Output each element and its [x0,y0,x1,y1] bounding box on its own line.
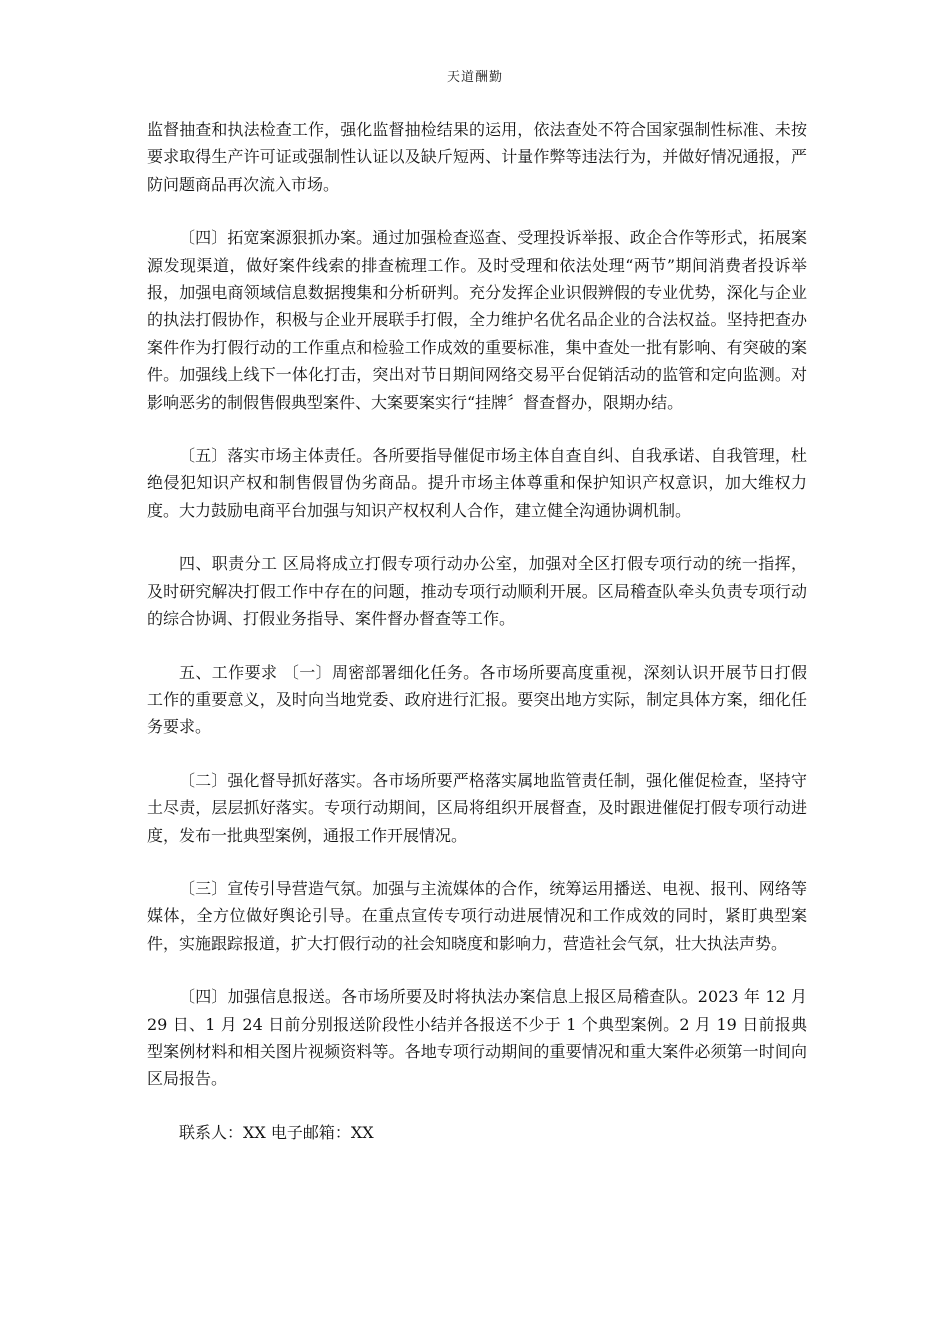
paragraph-duties: 四、职责分工 区局将成立打假专项行动办公室，加强对全区打假专项行动的统一指挥，及时研究解决打假工作中存在的问题，推动专项行动顺利开展。区局稽查队牵头负责专项行动的综合协调、打假业务指导、案件督办督查等工作。 [147,554,807,629]
paragraph-supervision: 监督抽查和执法检查工作，强化监督抽检结果的运用，依法查处不符合国家强制性标准、未按要求取得生产许可证或强制性认证以及缺斤短两、计量作弊等违法行为，并做好情况通报，严防问题商品再次流入市场。 [147,120,807,194]
paragraph-reporting: 〔四〕加强信息报送。各市场所要及时将执法办案信息上报区局稽查队。2023 年 12 月 29 日、1 月 24 日前分别报送阶段性小结并各报送不少于 1 个典型案例。2 月 19 日前报典型案例材料和相关图片视频资料等。各地专项行动期间的重要情况和重大案件必须第一时间向区局报告。 [147,987,807,1089]
paragraph-contact: 联系人：XX 电子邮箱：XX [179,1122,374,1142]
page-header: 天道酬勤 [446,70,503,85]
paragraph-requirements: 五、工作要求 〔一〕周密部署细化任务。各市场所要高度重视，深刻认识开展节日打假工作的重要意义，及时向当地党委、政府进行汇报。要突出地方实际，制定具体方案，细化任务要求。 [147,662,807,737]
paragraph-publicity: 〔三〕宣传引导营造气氛。加强与主流媒体的合作，统筹运用播送、电视、报刊、网络等媒体，全方位做好舆论引导。在重点宣传专项行动进展情况和工作成效的同时，紧盯典型案件，实施跟踪报道，扩大打假行动的社会知晓度和影响力，营造社会气氛，壮大执法声势。 [147,878,807,953]
paragraph-supervision-implementation: 〔二〕强化督导抓好落实。各市场所要严格落实属地监管责任制，强化催促检查，坚持守土尽责，层层抓好落实。专项行动期间，区局将组织开展督查，及时跟进催促打假专项行动进度，发布一批典型案例，通报工作开展情况。 [147,770,807,845]
paragraph-case-sources: 〔四〕拓宽案源狠抓办案。通过加强检查巡查、受理投诉举报、政企合作等形式，拓展案源发现渠道，做好案件线索的排查梳理工作。及时受理和依法处理“两节”期间消费者投诉举报，加强电商领域信息数据搜集和分析研判。充分发挥企业识假辨假的专业优势，深化与企业的执法打假协作，积极与企业开展联手打假，全力维护名优名品企业的合法权益。坚持把查办案件作为打假行动的工作重点和检验工作成效的重要标准，集中查处一批有影响、有突破的案件。加强线上线下一体化打击，突出对节日期间网络交易平台促销活动的监管和定向监测。对影响恶劣的制假售假典型案件、大案要案实行“挂牌〞督查督办，限期办结。 [147,228,807,412]
paragraph-market-responsibility: 〔五〕落实市场主体责任。各所要指导催促市场主体自查自纠、自我承诺、自我管理，杜绝侵犯知识产权和制售假冒伪劣商品。提升市场主体尊重和保护知识产权意识，加大维权力度。大力鼓励电商平台加强与知识产权权利人合作，建立健全沟通协调机制。 [147,446,807,520]
document-body [147,116,807,1172]
